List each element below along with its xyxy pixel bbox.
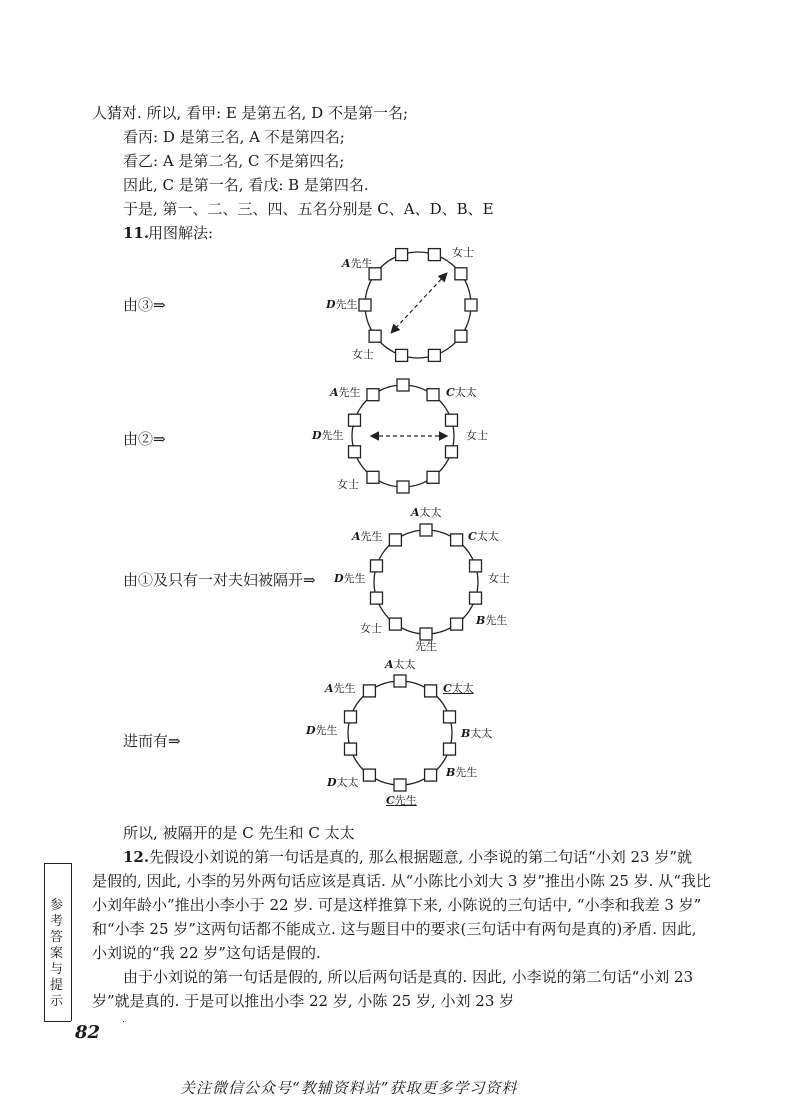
- text-line: 先假设小刘说的第一句话是真的, 那么根据题意, 小李说的第二句话“小刘 23 岁”就: [149, 848, 693, 866]
- question-number: 12.: [123, 848, 150, 866]
- seat-square: [444, 711, 456, 723]
- seat-square: [425, 685, 437, 697]
- seat-label: C先生: [386, 794, 417, 807]
- seat-label: A太太: [385, 658, 416, 671]
- seat-square: [397, 481, 409, 493]
- seat-square: [397, 379, 409, 391]
- seat-square: [455, 268, 467, 280]
- text-line: 由于小刘说的第一句话是假的, 所以后两句话是真的. 因此, 小李说的第二句话“小刘 23: [123, 968, 694, 986]
- seat-square: [451, 534, 463, 546]
- seat-square: [394, 779, 406, 791]
- seat-label: D太太: [327, 776, 359, 789]
- seat-label: A太太: [411, 506, 442, 519]
- footer-watermark: 关注微信公众号“教辅资料站”获取更多学习资料: [180, 1079, 518, 1097]
- seat-square: [367, 389, 379, 401]
- seat-square: [349, 446, 361, 458]
- seat-square: [446, 414, 458, 426]
- text-line: 看丙: D 是第三名, A 不是第四名;: [123, 128, 345, 146]
- question-number: 11.: [123, 224, 150, 242]
- seat-square: [345, 711, 357, 723]
- dashed-arrow: [392, 274, 446, 332]
- seat-square: [428, 249, 440, 261]
- seat-label: C太太: [468, 530, 499, 543]
- seat-label: C太太: [443, 682, 474, 695]
- seat-square: [470, 560, 482, 572]
- seat-label: D先生: [312, 429, 344, 442]
- text-line: 人猜对. 所以, 看甲: E 是第五名, D 不是第一名;: [92, 104, 408, 122]
- diagram-4: [345, 675, 456, 791]
- text-line: 是假的, 因此, 小李的另外两句话应该是真话. 从“小陈比小刘大 3 岁”推出小陈 25 岁. 从“我比: [92, 872, 711, 890]
- seat-square: [455, 330, 467, 342]
- seat-square: [349, 414, 361, 426]
- seat-square: [389, 534, 401, 546]
- seat-square: [371, 560, 383, 572]
- seat-label: 女士: [466, 429, 488, 442]
- seat-square: [369, 330, 381, 342]
- seat-square: [428, 349, 440, 361]
- page-number-text: 82: [75, 1022, 101, 1043]
- text-line: 因此, C 是第一名, 看戊: B 是第四名.: [123, 176, 369, 194]
- seat-square: [359, 299, 371, 311]
- seat-label: D先生: [326, 298, 358, 311]
- seat-square: [389, 618, 401, 630]
- diagram-1: [359, 249, 477, 362]
- diagram-3: [371, 524, 482, 640]
- text-line: 小刘说的“我 22 岁”这句话是假的.: [92, 944, 321, 962]
- seat-square: [444, 743, 456, 755]
- seat-square: [427, 471, 439, 483]
- seat-label: C太太: [446, 386, 477, 399]
- text-line: 岁”就是真的. 于是可以推出小李 22 岁, 小陈 25 岁, 小刘 23 岁: [92, 992, 515, 1010]
- seat-square: [425, 769, 437, 781]
- seat-square: [367, 471, 379, 483]
- seat-square: [465, 299, 477, 311]
- seat-label: D先生: [306, 724, 338, 737]
- text-line: 小刘年龄小”推出小李小于 22 岁. 可是这样推算下来, 小陈说的三句话中, “小李和我差 3 岁”: [92, 896, 702, 914]
- seat-label: A先生: [330, 386, 361, 399]
- seat-label: 女士: [360, 622, 382, 635]
- text-line: 所以, 被隔开的是 C 先生和 C 太太: [123, 824, 355, 842]
- seat-label: A先生: [342, 257, 373, 270]
- seat-label: 女士: [352, 348, 374, 361]
- seat-label: 女士: [488, 572, 510, 585]
- seat-square: [446, 446, 458, 458]
- step-label: 由①及只有一对夫妇被隔开⇒: [123, 571, 316, 589]
- seat-square: [394, 675, 406, 687]
- seat-square: [363, 769, 375, 781]
- seat-square: [420, 524, 432, 536]
- page-number: [71, 1021, 123, 1045]
- seat-label: B太太: [461, 727, 493, 740]
- sidebar-text: 参考答案与提示: [50, 898, 64, 1009]
- seat-square: [451, 618, 463, 630]
- seat-square: [396, 349, 408, 361]
- seat-square: [396, 249, 408, 261]
- text-line: 于是, 第一、二、三、四、五名分别是 C、A、D、B、E: [123, 200, 494, 218]
- seat-square: [371, 592, 383, 604]
- seat-square: [363, 685, 375, 697]
- step-label: 进而有⇒: [123, 732, 181, 750]
- seat-label: D先生: [334, 572, 366, 585]
- seat-label: A先生: [352, 530, 383, 543]
- text-line: 和“小李 25 岁”这两句话都不能成立. 这与题目中的要求(三句话中有两句是真的)矛盾. 因此,: [92, 920, 697, 938]
- seat-label: 女士: [337, 478, 359, 491]
- seat-square: [427, 389, 439, 401]
- text-line: 看乙: A 是第二名, C 不是第四名;: [123, 152, 345, 170]
- seat-square: [420, 628, 432, 640]
- seat-label: B先生: [476, 614, 508, 627]
- seat-label: A先生: [325, 682, 356, 695]
- step-label: 由③⇒: [123, 296, 166, 314]
- seat-square: [470, 592, 482, 604]
- question-text: 用图解法:: [148, 224, 214, 242]
- seat-label: 先生: [415, 640, 437, 653]
- seat-label: B先生: [446, 766, 478, 779]
- seat-square: [345, 743, 357, 755]
- step-label: 由②⇒: [123, 430, 166, 448]
- seat-label: 女士: [452, 246, 474, 259]
